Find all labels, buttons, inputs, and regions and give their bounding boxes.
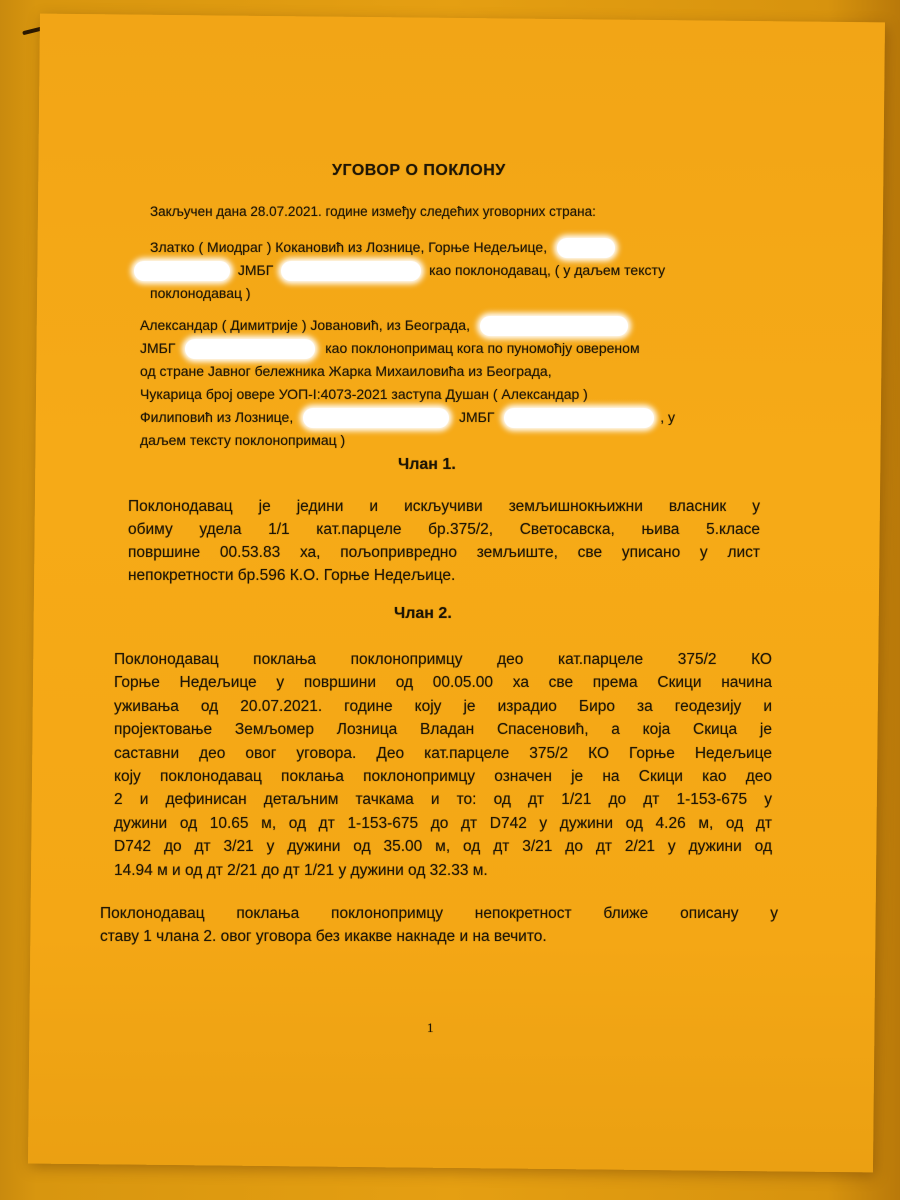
article-2-line: Горње Недељице у површини од 00.05.00 ха све према Скици начина [114, 674, 772, 692]
recipient-line-2: као поклонопримац кога по пуномоћју овереном [325, 340, 640, 356]
donor-line-1: Златко ( Миодраг ) Кокановић из Лознице, Горње Недељице, [150, 239, 548, 255]
recipient-line-5: Филиповић из Лознице, [140, 409, 294, 425]
donor-jmbg-label: ЈМБГ [237, 262, 274, 278]
recipient-jmbg-label-2: ЈМБГ [459, 409, 495, 425]
article-2-line: 2 и дефинисан детаљним тачкама и то: од дт 1/21 до дт 1-153-675 у [114, 791, 772, 809]
recipient-jmbg-label: ЈМБГ [140, 340, 176, 356]
donor-line-2: као поклонодавац, ( у даљем тексту [429, 262, 666, 278]
article-2-line: коју поклонодавац поклања поклонопримцу означен је на Скици као део [114, 768, 772, 786]
closing-line: Поклонодавац поклања поклонопримцу непокретност ближе описану у [100, 905, 778, 922]
recipient-line-6: даљем тексту поклонопримац ) [140, 432, 346, 448]
article-1-line: Поклонодавац је једини и искључиви земљишнокњижни власник у [128, 498, 760, 515]
party-donor [150, 236, 722, 305]
article-2-line: саставни део овог уговора. Део кат.парцеле 375/2 КО Горње Недељице [114, 744, 772, 762]
concluded-date-line: Закључен дана 28.07.2021. године између следећих уговорних страна: [150, 204, 596, 219]
article-2-line: 14.94 м и од дт 2/21 до дт 1/21 у дужини од 32.33 м. [114, 861, 488, 879]
redaction-mark [480, 316, 628, 336]
donor-line-3: поклонодавац ) [150, 285, 251, 301]
article-1-line: непокретности бр.596 К.О. Горње Недељице. [128, 567, 456, 584]
article-2-line: пројектовање Земљомер Лозница Владан Спасеновић, а која Скица је [114, 721, 772, 739]
redaction-mark [557, 238, 615, 258]
redaction-mark [303, 408, 449, 428]
article-2-line: D742 до дт 3/21 у дужини од 35.00 м, од дт 3/21 до дт 2/21 у дужини од [114, 838, 772, 856]
closing-line: ставу 1 члана 2. овог уговора без икакве накнаде и на вечито. [100, 928, 547, 945]
recipient-line-5-end: , у [660, 409, 675, 425]
recipient-line-1: Александар ( Димитрије ) Јовановић, из Београда, [140, 317, 470, 333]
article-2-line: дужини од 10.65 м, од дт 1-153-675 до дт D742 у дужини од 4.26 м, од дт [114, 814, 772, 832]
party-recipient [140, 314, 740, 452]
redaction-mark [134, 261, 230, 281]
redaction-mark [504, 408, 654, 428]
redaction-mark [281, 261, 421, 281]
document-title: УГОВОР О ПОКЛОНУ [332, 162, 506, 179]
article-1-line: површине 00.53.83 ха, пољопривредно земљиште, све уписано у лист [128, 544, 760, 561]
article-2-text [114, 648, 772, 882]
redaction-mark [185, 339, 315, 359]
recipient-line-4: Чукарица број овере УОП-I:4073-2021 заступа Душан ( Александар ) [140, 386, 588, 402]
page-number: 1 [427, 1020, 434, 1035]
article-2-line: уживања од 20.07.2021. године коју је израдио Биро за геодезију и [114, 697, 772, 715]
article-1-line: обиму удела 1/1 кат.парцеле бр.375/2, Светосавска, њива 5.класе [128, 521, 760, 538]
article-2-closing [100, 902, 778, 948]
article-1-heading: Члан 1. [398, 456, 456, 473]
article-1-text [128, 495, 760, 587]
article-2-heading: Члан 2. [394, 605, 452, 622]
recipient-line-3: од стране Јавног бележника Жарка Михаиловића из Београда, [140, 363, 552, 379]
article-2-line: Поклонодавац поклања поклонопримцу део кат.парцеле 375/2 КО [114, 651, 772, 668]
